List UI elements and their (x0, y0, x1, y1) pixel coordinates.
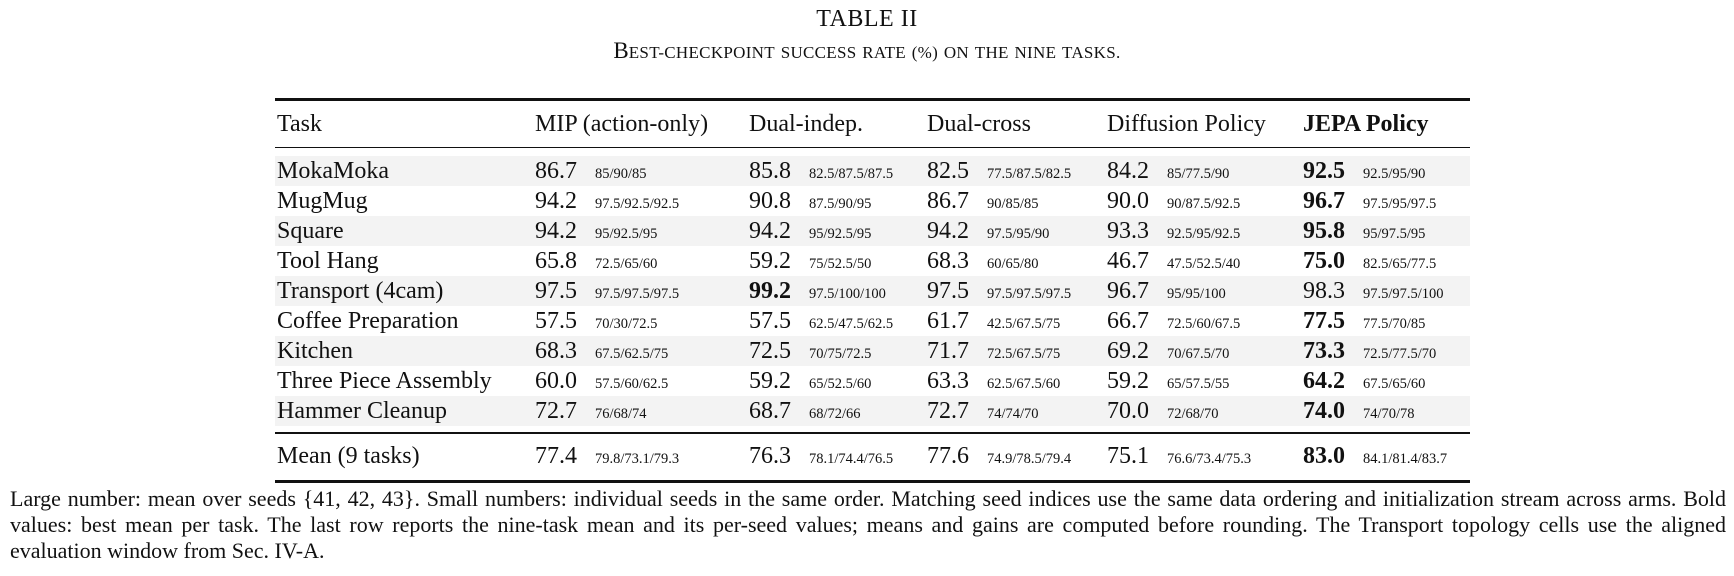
result-cell (1303, 246, 1470, 276)
result-cell (927, 216, 1107, 246)
mean-value: 74.0 (1303, 397, 1345, 424)
table-title-block (0, 5, 1734, 68)
seed-values: 57.5/60/62.5 (595, 375, 669, 392)
seed-values: 97.5/97.5/97.5 (595, 285, 680, 302)
result-cell (749, 276, 927, 306)
caption-word: THE (974, 43, 1009, 62)
task-name-cell: Mean (9 tasks) (277, 443, 420, 470)
seed-values: 65/52.5/60 (809, 375, 872, 392)
result-cell (749, 156, 927, 186)
caption-word: BEST-CHECKPOINT (613, 38, 775, 63)
seed-values: 62.5/47.5/62.5 (809, 315, 894, 332)
mean-value: 94.2 (749, 217, 791, 244)
table-row (275, 246, 1470, 276)
mean-value: 70.0 (1107, 397, 1149, 424)
seed-values: 92.5/95/90 (1363, 165, 1426, 182)
seed-values: 72.5/65/60 (595, 255, 658, 272)
result-cell (749, 336, 927, 366)
results-table-wrapper (275, 98, 1470, 483)
mean-value: 94.2 (535, 217, 577, 244)
result-cell (1303, 366, 1470, 396)
mean-value: 75.1 (1107, 443, 1149, 470)
result-cell (1303, 156, 1470, 186)
seed-values: 97.5/97.5/97.5 (987, 285, 1072, 302)
results-table-body (275, 156, 1470, 426)
mean-value: 59.2 (1107, 367, 1149, 394)
result-cell (535, 156, 749, 186)
seed-values: 72.5/60/67.5 (1167, 315, 1241, 332)
result-cell (927, 336, 1107, 366)
result-cell (1303, 396, 1470, 426)
result-cell (535, 186, 749, 216)
header-diffusion-policy: Diffusion Policy (1107, 110, 1266, 137)
seed-values: 65/57.5/55 (1167, 375, 1230, 392)
mean-value: 90.8 (749, 187, 791, 214)
task-name-cell: MugMug (277, 187, 368, 214)
header-dual-indep: Dual-indep. (749, 110, 863, 137)
mean-value: 77.5 (1303, 307, 1345, 334)
mean-value: 92.5 (1303, 157, 1345, 184)
table-row (275, 396, 1470, 426)
seed-values: 75/52.5/50 (809, 255, 872, 272)
mean-value: 85.8 (749, 157, 791, 184)
seed-values: 97.5/92.5/92.5 (595, 195, 680, 212)
mean-value: 73.3 (1303, 337, 1345, 364)
result-cell (535, 396, 749, 426)
result-cell (535, 336, 749, 366)
seed-values: 67.5/65/60 (1363, 375, 1426, 392)
result-cell (1303, 276, 1470, 306)
seed-values: 84.1/81.4/83.7 (1363, 451, 1448, 468)
mean-value: 65.8 (535, 247, 577, 274)
mean-value: 68.3 (535, 337, 577, 364)
table-row (275, 156, 1470, 186)
seed-values: 97.5/97.5/100 (1363, 285, 1444, 302)
mean-value: 96.7 (1107, 277, 1149, 304)
task-name-cell: Hammer Cleanup (275, 396, 535, 426)
table-footnote: Large number: mean over seeds {41, 42, 43}. Small numbers: individual seeds in the same order. Matching seed indices use the same data ordering and initialization stream across arms. Bold values: best mean per task. The last row reports the nine-task mean and its per-seed values; means and gains are computed before rounding. The Transport topology cells use the aligned evaluation window from Sec. IV-A. (10, 486, 1726, 563)
seed-values: 95/95/100 (1167, 285, 1226, 302)
table-row (275, 366, 1470, 396)
task-name-cell: Kitchen (275, 336, 535, 366)
caption-word: TASKS. (1062, 43, 1121, 62)
result-cell (927, 396, 1107, 426)
seed-values: 74.9/78.5/79.4 (987, 451, 1072, 468)
mean-value: 57.5 (749, 307, 791, 334)
result-cell (1303, 336, 1470, 366)
seed-values: 95/92.5/95 (595, 225, 658, 242)
result-cell (1303, 434, 1470, 480)
mean-value: 77.6 (927, 443, 969, 470)
mean-value: 90.0 (1107, 187, 1149, 214)
mean-value: 86.7 (535, 157, 577, 184)
seed-values: 70/67.5/70 (1167, 345, 1230, 362)
seed-values: 42.5/67.5/75 (987, 315, 1061, 332)
result-cell (749, 306, 927, 336)
task-name-cell: Square (275, 216, 535, 246)
mean-value: 60.0 (535, 367, 577, 394)
result-cell (1107, 276, 1303, 306)
mean-value: 96.7 (1303, 187, 1345, 214)
header-row (275, 101, 1470, 147)
mean-value: 59.2 (749, 247, 791, 274)
header-jepa-policy: JEPA Policy (1303, 110, 1429, 137)
result-cell (1107, 306, 1303, 336)
seed-values: 68/72/66 (809, 405, 861, 422)
result-cell (535, 434, 749, 480)
mean-value: 97.5 (535, 277, 577, 304)
seed-values: 74/74/70 (987, 405, 1039, 422)
seed-values: 47.5/52.5/40 (1167, 255, 1241, 272)
result-cell (927, 246, 1107, 276)
seed-values: 97.5/95/97.5 (1363, 195, 1437, 212)
result-cell (927, 366, 1107, 396)
mean-value: 61.7 (927, 307, 969, 334)
mean-value: 72.7 (535, 397, 577, 424)
mean-value: 95.8 (1303, 217, 1345, 244)
mean-value: 63.3 (927, 367, 969, 394)
task-name-cell: Three Piece Assembly (277, 367, 492, 394)
seed-values: 79.8/73.1/79.3 (595, 451, 680, 468)
caption-word: SUCCESS (780, 43, 857, 62)
header-dual-cross: Dual-cross (927, 110, 1031, 137)
result-cell (1107, 396, 1303, 426)
table-row (275, 216, 1470, 246)
mean-value: 94.2 (535, 187, 577, 214)
mean-value: 83.0 (1303, 443, 1345, 470)
mean-value: 86.7 (927, 187, 969, 214)
seed-values: 76.6/73.4/75.3 (1167, 451, 1252, 468)
seed-values: 97.5/100/100 (809, 285, 886, 302)
table-row (275, 186, 1470, 216)
result-cell (535, 366, 749, 396)
result-cell (1107, 366, 1303, 396)
result-cell (535, 216, 749, 246)
result-cell (535, 306, 749, 336)
results-table (275, 101, 1470, 147)
result-cell (749, 434, 927, 480)
seed-values: 72/68/70 (1167, 405, 1219, 422)
seed-values: 77.5/87.5/82.5 (987, 165, 1072, 182)
seed-values: 87.5/90/95 (809, 195, 872, 212)
seed-values: 72.5/67.5/75 (987, 345, 1061, 362)
seed-values: 90/85/85 (987, 195, 1039, 212)
mean-value: 82.5 (927, 157, 969, 184)
mean-row (275, 434, 1470, 480)
task-name-cell: Coffee Preparation (277, 307, 459, 334)
mean-value: 64.2 (1303, 367, 1345, 394)
result-cell (927, 306, 1107, 336)
mean-value: 72.5 (749, 337, 791, 364)
result-cell (1303, 306, 1470, 336)
mean-value: 97.5 (927, 277, 969, 304)
mean-value: 75.0 (1303, 247, 1345, 274)
seed-values: 95/97.5/95 (1363, 225, 1426, 242)
mean-value: 59.2 (749, 367, 791, 394)
result-cell (1107, 186, 1303, 216)
mean-value: 77.4 (535, 443, 577, 470)
caption-word: RATE (862, 43, 906, 62)
result-cell (1107, 246, 1303, 276)
result-cell (1107, 216, 1303, 246)
mean-value: 76.3 (749, 443, 791, 470)
mean-value: 72.7 (927, 397, 969, 424)
header-task: Task (277, 110, 322, 137)
mean-value: 84.2 (1107, 157, 1149, 184)
seed-values: 92.5/95/92.5 (1167, 225, 1241, 242)
seed-values: 70/30/72.5 (595, 315, 658, 332)
mean-value: 98.3 (1303, 277, 1345, 304)
seed-values: 78.1/74.4/76.5 (809, 451, 894, 468)
seed-values: 82.5/87.5/87.5 (809, 165, 894, 182)
mean-value: 69.2 (1107, 337, 1149, 364)
result-cell (1303, 216, 1470, 246)
seed-values: 90/87.5/92.5 (1167, 195, 1241, 212)
seed-values: 70/75/72.5 (809, 345, 872, 362)
result-cell (1107, 434, 1303, 480)
result-cell (1107, 156, 1303, 186)
caption-word: ON (943, 43, 970, 62)
mean-value: 68.3 (927, 247, 969, 274)
result-cell (927, 156, 1107, 186)
result-cell (749, 396, 927, 426)
mean-value: 71.7 (927, 337, 969, 364)
mean-value: 66.7 (1107, 307, 1149, 334)
mean-value: 99.2 (749, 277, 791, 304)
mean-value: 93.3 (1107, 217, 1149, 244)
table-caption (0, 36, 1734, 68)
task-name-cell: MokaMoka (275, 156, 535, 186)
result-cell (1303, 186, 1470, 216)
result-cell (749, 246, 927, 276)
table-row (275, 276, 1470, 306)
seed-values: 85/77.5/90 (1167, 165, 1230, 182)
seed-values: 60/65/80 (987, 255, 1039, 272)
result-cell (749, 186, 927, 216)
mean-value: 46.7 (1107, 247, 1149, 274)
seed-values: 72.5/77.5/70 (1363, 345, 1437, 362)
result-cell (927, 434, 1107, 480)
table-bottom-rule (275, 480, 1470, 483)
mean-value: 94.2 (927, 217, 969, 244)
result-cell (1107, 336, 1303, 366)
table-row (275, 306, 1470, 336)
result-cell (749, 216, 927, 246)
seed-values: 97.5/95/90 (987, 225, 1050, 242)
seed-values: 67.5/62.5/75 (595, 345, 669, 362)
result-cell (535, 246, 749, 276)
table-row (275, 336, 1470, 366)
seed-values: 74/70/78 (1363, 405, 1415, 422)
seed-values: 85/90/85 (595, 165, 647, 182)
caption-word: (%) (911, 43, 939, 62)
seed-values: 82.5/65/77.5 (1363, 255, 1437, 272)
result-cell (927, 276, 1107, 306)
result-cell (927, 186, 1107, 216)
caption-word: NINE (1014, 43, 1057, 62)
result-cell (749, 366, 927, 396)
seed-values: 77.5/70/85 (1363, 315, 1426, 332)
table-label: TABLE II (816, 6, 918, 32)
seed-values: 95/92.5/95 (809, 225, 872, 242)
seed-values: 76/68/74 (595, 405, 647, 422)
mean-value: 57.5 (535, 307, 577, 334)
header-mip: MIP (action-only) (535, 110, 709, 137)
results-table-mean (275, 434, 1470, 480)
task-name-cell: Transport (4cam) (275, 276, 535, 306)
result-cell (535, 276, 749, 306)
seed-values: 62.5/67.5/60 (987, 375, 1061, 392)
mean-value: 68.7 (749, 397, 791, 424)
task-name-cell: Tool Hang (277, 247, 379, 274)
